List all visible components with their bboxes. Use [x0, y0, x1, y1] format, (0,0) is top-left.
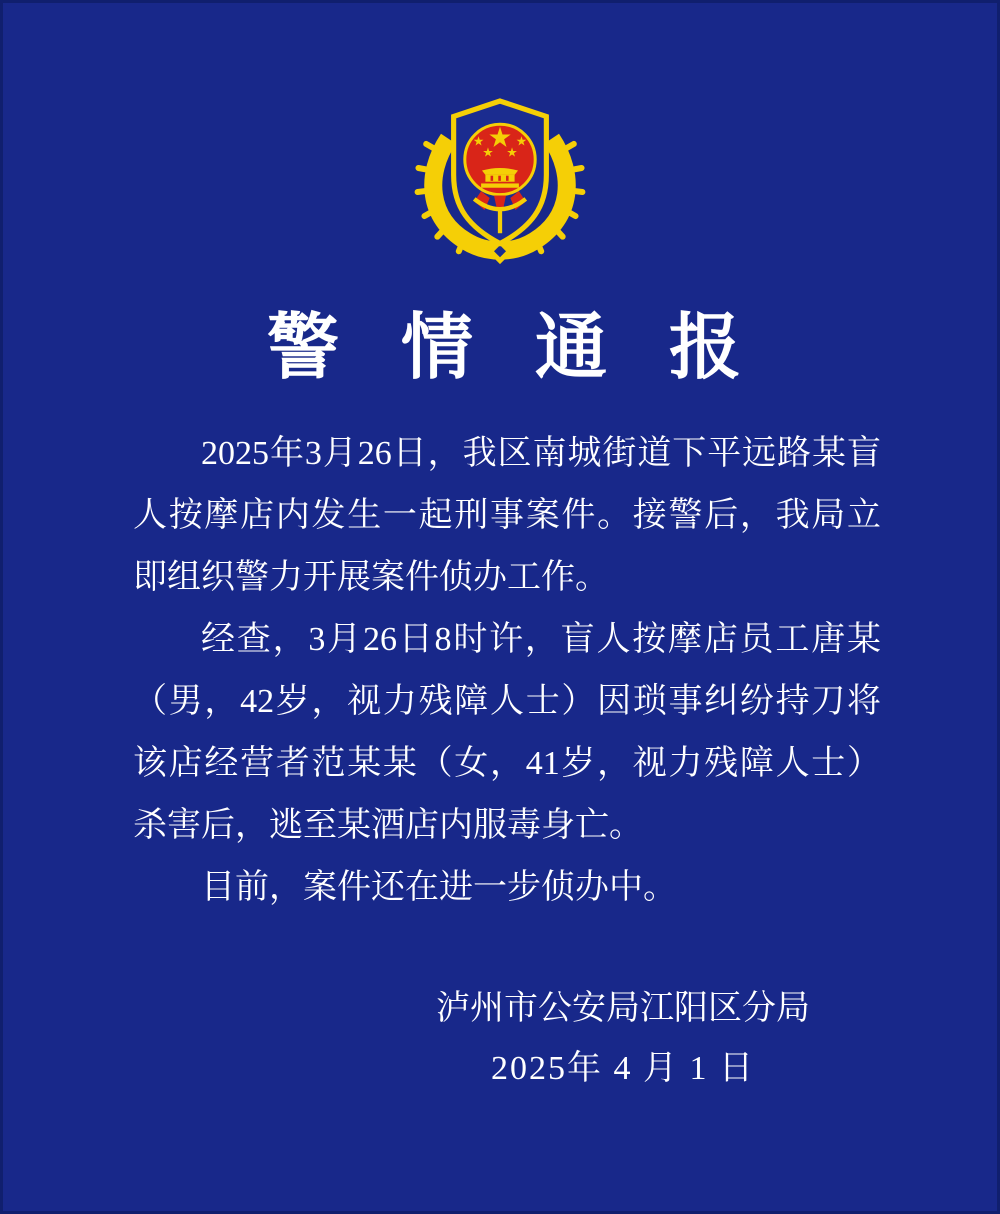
notice-title: 警情通报	[266, 308, 803, 388]
notice-body	[133, 423, 881, 919]
body-line: 杀害后，逃至某酒店内服毒身亡。	[133, 807, 643, 844]
body-line: （男，42岁，视力残障人士）因琐事纠纷持刀将	[133, 683, 881, 720]
police-badge-icon	[414, 89, 586, 265]
body-line: 目前，案件还在进一步侦办中。	[201, 869, 677, 906]
body-line: 人按摩店内发生一起刑事案件。接警后，我局立	[133, 497, 881, 534]
issuing-agency: 泸州市公安局江阳区分局	[436, 990, 810, 1027]
body-line: 该店经营者范某某（女，41岁，视力残障人士）	[133, 745, 881, 782]
body-line: 即组织警力开展案件侦办工作。	[133, 559, 609, 596]
signature-block	[249, 979, 997, 1099]
body-line: 2025年3月26日，我区南城街道下平远路某盲	[201, 435, 881, 472]
issue-date: 2025年 4 月 1 日	[491, 1050, 755, 1087]
body-line: 经查，3月26日8时许，盲人按摩店员工唐某	[201, 621, 881, 658]
